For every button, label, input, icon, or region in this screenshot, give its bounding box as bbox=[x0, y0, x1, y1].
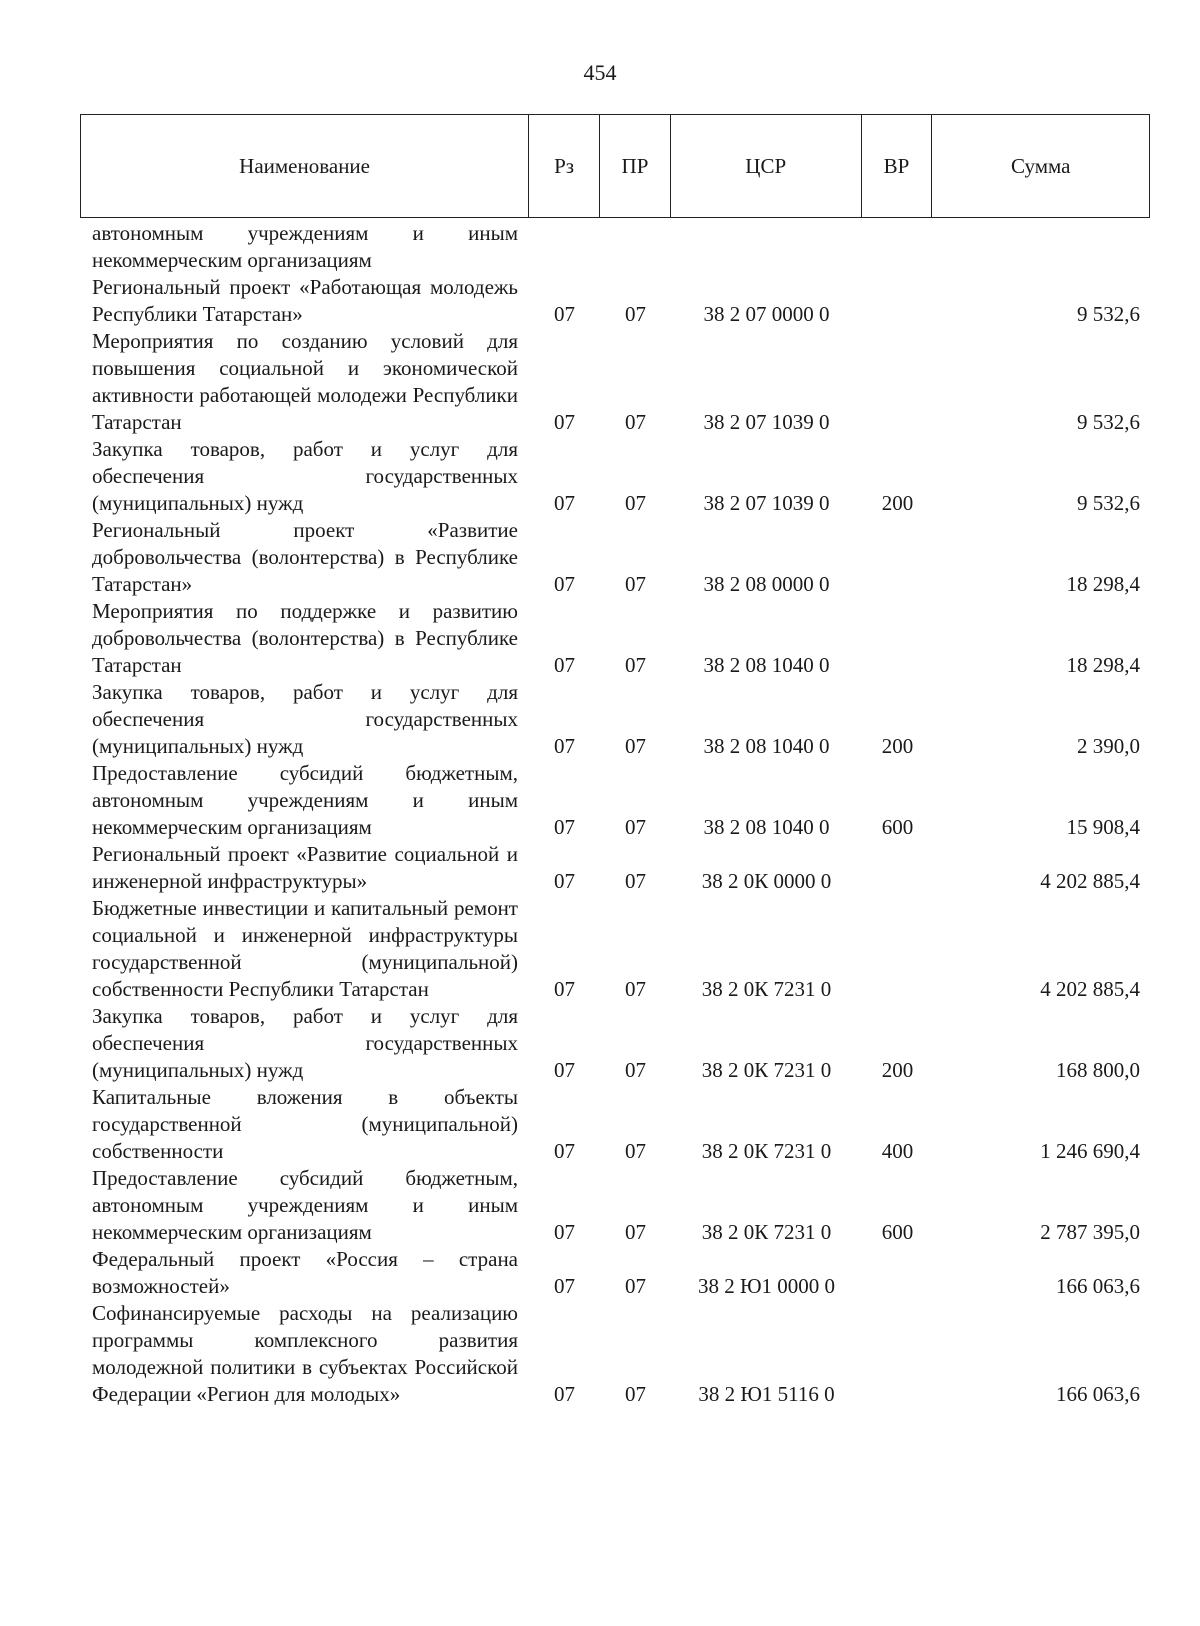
cell-rz: 07 bbox=[554, 1058, 575, 1082]
cell-pr: 07 bbox=[625, 1220, 646, 1244]
table-row bbox=[80, 841, 1150, 895]
table-row bbox=[80, 517, 1150, 598]
header-sum: Сумма bbox=[1010, 153, 1071, 178]
cell-csr: 38 2 0К 7231 0 bbox=[701, 977, 832, 1001]
cell-vr: 400 bbox=[881, 1139, 914, 1163]
cell-rz: 07 bbox=[554, 734, 575, 758]
cell-pr: 07 bbox=[625, 977, 646, 1001]
cell-csr: 38 2 08 1040 0 bbox=[703, 653, 830, 677]
cell-csr: 38 2 0К 7231 0 bbox=[701, 1058, 832, 1082]
cell-sum: 4 202 885,4 bbox=[1040, 977, 1140, 1001]
cell-sum: 166 063,6 bbox=[1056, 1382, 1140, 1406]
cell-vr: 200 bbox=[881, 491, 914, 515]
cell-sum: 166 063,6 bbox=[1056, 1274, 1140, 1298]
table-row bbox=[80, 220, 1150, 274]
cell-sum: 18 298,4 bbox=[1066, 572, 1140, 596]
cell-pr: 07 bbox=[625, 1139, 646, 1163]
cell-name: Софинансируемые расходы на реализацию программы комплексного развития молодежной политики в субъектах Российской Федерации «Регион для молодых» bbox=[92, 1301, 518, 1406]
cell-sum: 1 246 690,4 bbox=[1040, 1139, 1140, 1163]
cell-name: Региональный проект «Развитие добровольчества (волонтерства) в Республике Татарстан» bbox=[92, 518, 518, 596]
table-row bbox=[80, 328, 1150, 436]
cell-pr: 07 bbox=[625, 302, 646, 326]
table-row bbox=[80, 1003, 1150, 1084]
cell-vr: 600 bbox=[881, 1220, 914, 1244]
cell-pr: 07 bbox=[625, 410, 646, 434]
header-vr: ВР bbox=[862, 115, 933, 217]
cell-sum: 2 390,0 bbox=[1077, 734, 1140, 758]
cell-vr: 200 bbox=[881, 1058, 914, 1082]
cell-sum: 168 800,0 bbox=[1056, 1058, 1140, 1082]
cell-name: автономным учреждениям и иным некоммерческим организациям bbox=[92, 221, 518, 272]
cell-pr: 07 bbox=[625, 1382, 646, 1406]
cell-csr: 38 2 0К 7231 0 bbox=[701, 1139, 832, 1163]
cell-pr: 07 bbox=[625, 572, 646, 596]
cell-sum: 9 532,6 bbox=[1077, 302, 1140, 326]
cell-name: Закупка товаров, работ и услуг для обеспечения государственных (муниципальных) нужд bbox=[92, 1004, 518, 1082]
table-row bbox=[80, 679, 1150, 760]
cell-name: Предоставление субсидий бюджетным, автономным учреждениям и иным некоммерческим организациям bbox=[92, 1166, 518, 1244]
table-row bbox=[80, 1165, 1150, 1246]
cell-csr: 38 2 07 0000 0 bbox=[703, 302, 830, 326]
cell-pr: 07 bbox=[625, 1274, 646, 1298]
cell-sum: 9 532,6 bbox=[1077, 410, 1140, 434]
cell-rz: 07 bbox=[554, 1274, 575, 1298]
cell-name: Региональный проект «Работающая молодежь Республики Татарстан» bbox=[92, 275, 518, 326]
cell-csr: 38 2 07 1039 0 bbox=[703, 410, 830, 434]
cell-csr: 38 2 Ю1 5116 0 bbox=[698, 1382, 835, 1406]
cell-csr: 38 2 08 0000 0 bbox=[703, 572, 830, 596]
table-row bbox=[80, 274, 1150, 328]
cell-rz: 07 bbox=[554, 869, 575, 893]
cell-vr: 600 bbox=[881, 815, 914, 839]
table-header bbox=[80, 114, 1150, 218]
cell-name: Закупка товаров, работ и услуг для обеспечения государственных (муниципальных) нужд bbox=[92, 680, 518, 758]
cell-pr: 07 bbox=[625, 653, 646, 677]
cell-pr: 07 bbox=[625, 734, 646, 758]
cell-sum: 9 532,6 bbox=[1077, 491, 1140, 515]
cell-name: Закупка товаров, работ и услуг для обеспечения государственных (муниципальных) нужд bbox=[92, 437, 518, 515]
cell-rz: 07 bbox=[554, 1220, 575, 1244]
cell-csr: 38 2 07 1039 0 bbox=[703, 491, 830, 515]
cell-sum: 18 298,4 bbox=[1066, 653, 1140, 677]
cell-sum: 2 787 395,0 bbox=[1040, 1220, 1140, 1244]
cell-pr: 07 bbox=[625, 815, 646, 839]
cell-rz: 07 bbox=[554, 1382, 575, 1406]
cell-name: Предоставление субсидий бюджетным, автономным учреждениям и иным некоммерческим организациям bbox=[92, 761, 518, 839]
table-row bbox=[80, 760, 1150, 841]
cell-rz: 07 bbox=[554, 410, 575, 434]
cell-rz: 07 bbox=[554, 302, 575, 326]
header-rz: Рз bbox=[529, 115, 600, 217]
cell-name: Федеральный проект «Россия – страна возможностей» bbox=[92, 1247, 518, 1298]
table-row bbox=[80, 1246, 1150, 1300]
cell-name: Мероприятия по поддержке и развитию добровольчества (волонтерства) в Республике Татарстан bbox=[92, 599, 518, 677]
cell-rz: 07 bbox=[554, 815, 575, 839]
cell-rz: 07 bbox=[554, 491, 575, 515]
cell-rz: 07 bbox=[554, 572, 575, 596]
cell-sum: 15 908,4 bbox=[1066, 815, 1140, 839]
cell-csr: 38 2 08 1040 0 bbox=[703, 734, 830, 758]
cell-pr: 07 bbox=[625, 491, 646, 515]
cell-pr: 07 bbox=[625, 869, 646, 893]
header-name: Наименование bbox=[81, 115, 529, 217]
page-number: 454 bbox=[583, 60, 617, 85]
table-row bbox=[80, 1084, 1150, 1165]
cell-csr: 38 2 Ю1 0000 0 bbox=[697, 1274, 836, 1298]
cell-rz: 07 bbox=[554, 977, 575, 1001]
cell-name: Региональный проект «Развитие социальной и инженерной инфраструктуры» bbox=[92, 842, 518, 893]
cell-pr: 07 bbox=[625, 1058, 646, 1082]
header-csr: ЦСР bbox=[671, 115, 862, 217]
cell-rz: 07 bbox=[554, 1139, 575, 1163]
cell-name: Мероприятия по созданию условий для повышения социальной и экономической активности работающей молодежи Республики Татарстан bbox=[92, 329, 518, 434]
header-pr: ПР bbox=[600, 115, 671, 217]
cell-sum: 4 202 885,4 bbox=[1040, 869, 1140, 893]
table-body bbox=[80, 220, 1150, 1408]
table-row bbox=[80, 1300, 1150, 1408]
cell-vr: 200 bbox=[881, 734, 914, 758]
cell-csr: 38 2 0К 0000 0 bbox=[701, 869, 832, 893]
cell-name: Бюджетные инвестиции и капитальный ремонт социальной и инженерной инфраструктуры государственной (муниципальной) собственности Республики Татарстан bbox=[92, 896, 518, 1001]
table-row bbox=[80, 598, 1150, 679]
cell-csr: 38 2 08 1040 0 bbox=[703, 815, 830, 839]
cell-csr: 38 2 0К 7231 0 bbox=[701, 1220, 832, 1244]
cell-name: Капитальные вложения в объекты государственной (муниципальной) собственности bbox=[92, 1085, 518, 1163]
table-row bbox=[80, 895, 1150, 1003]
table-row bbox=[80, 436, 1150, 517]
cell-rz: 07 bbox=[554, 653, 575, 677]
